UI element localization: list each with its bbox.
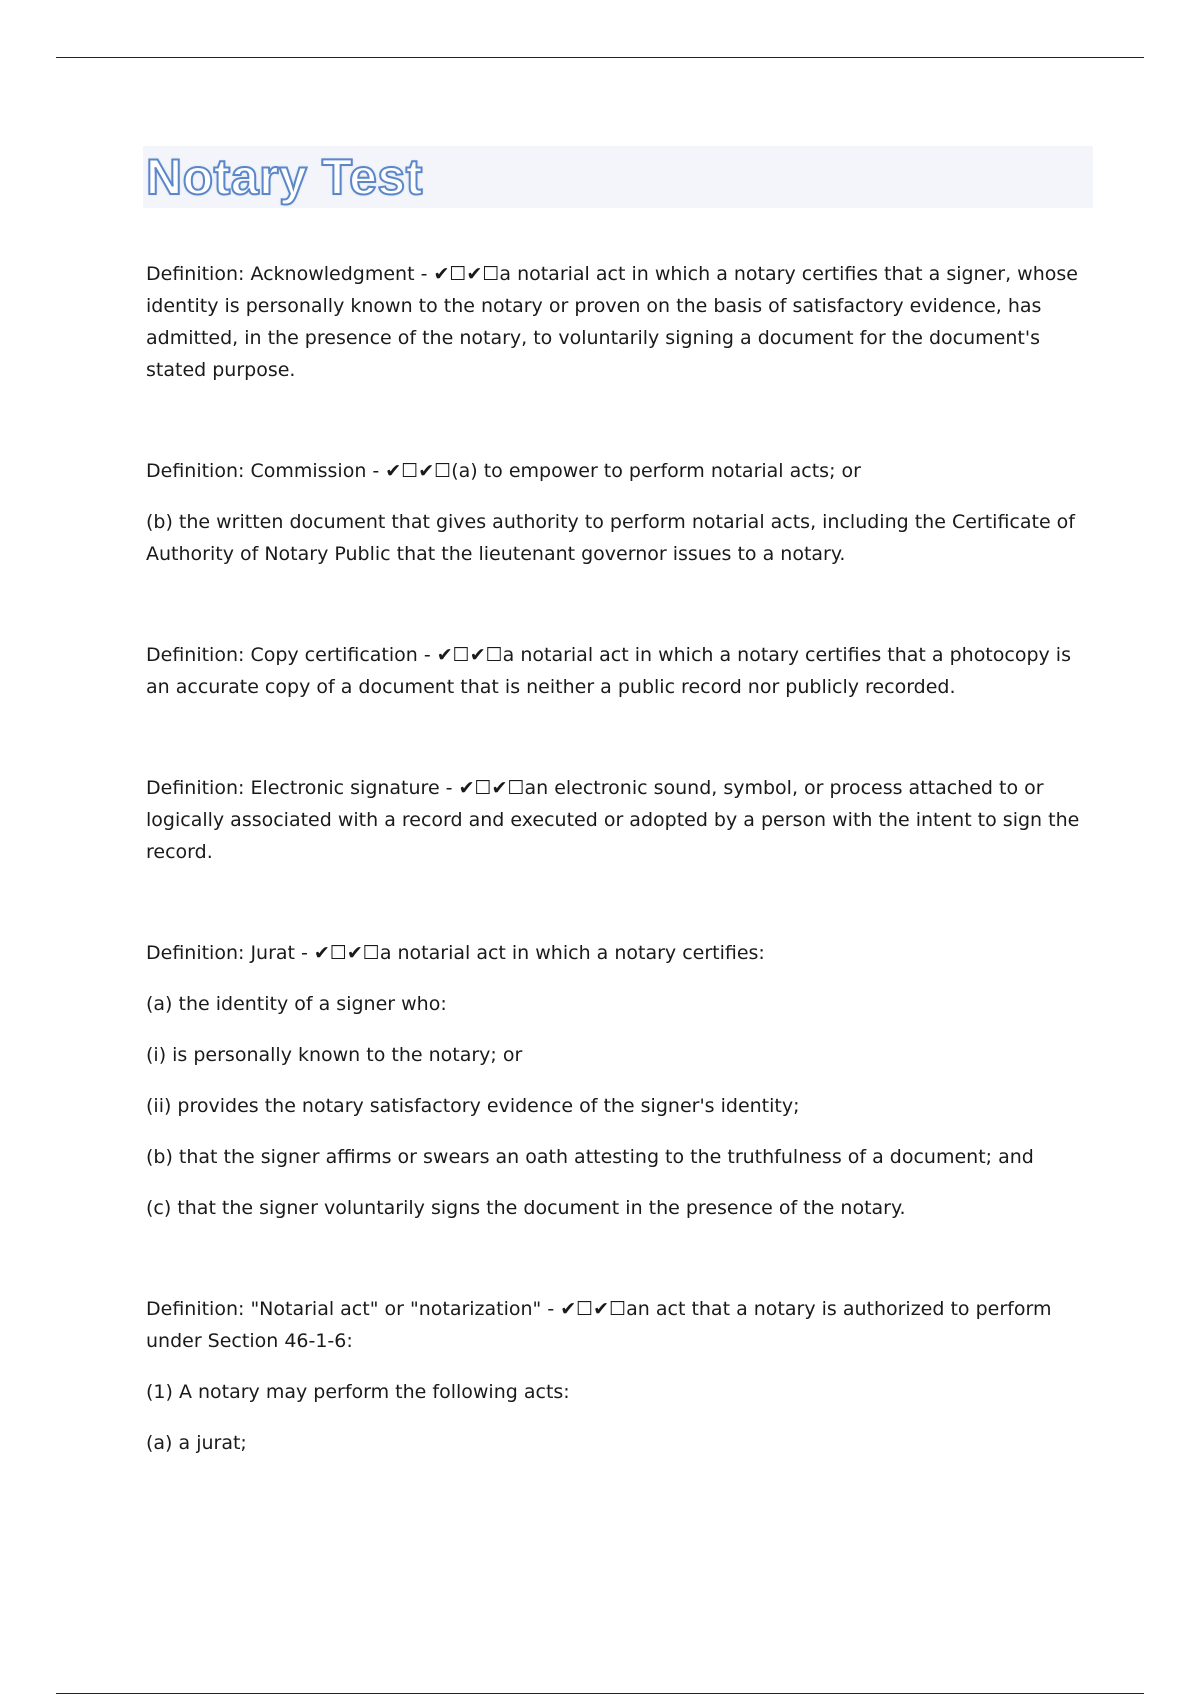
- jurat-part-a-ii: (ii) provides the notary satisfactory evidence of the signer's identity;: [146, 1095, 800, 1117]
- jurat-part-a: (a) the identity of a signer who:: [146, 993, 447, 1015]
- definition-jurat: Definition: Jurat - ✔☐✔☐a notarial act in which a notary certifies:: [146, 942, 765, 964]
- jurat-part-b: (b) that the signer affirms or swears an oath attesting to the truthfulness of a document; and: [146, 1146, 1034, 1168]
- definition-acknowledgment: Definition: Acknowledgment - ✔☐✔☐a notarial act in which a notary certifies that a signer, whose identity is personally known to the notary or proven on the basis of satisfactory evidence, has admitted, in the presence of the notary, to voluntarily signing a document for the document's stated purpose.: [146, 263, 1078, 381]
- definition-notarial-act: Definition: "Notarial act" or "notarization" - ✔☐✔☐an act that a notary is authorized to perform under Section 46-1-6:: [146, 1298, 1052, 1352]
- bottom-rule: [56, 1693, 1144, 1694]
- commission-part-b: (b) the written document that gives authority to perform notarial acts, including the Certificate of Authority of Notary Public that the lieutenant governor issues to a notary.: [146, 511, 1075, 565]
- definition-electronic-signature: Definition: Electronic signature - ✔☐✔☐an electronic sound, symbol, or process attached to or logically associated with a record and executed or adopted by a person with the intent to sign the record.: [146, 777, 1080, 863]
- notarial-act-part-1-a: (a) a jurat;: [146, 1432, 247, 1454]
- jurat-part-c: (c) that the signer voluntarily signs the document in the presence of the notary.: [146, 1197, 906, 1219]
- top-rule: [56, 57, 1144, 58]
- jurat-part-a-i: (i) is personally known to the notary; or: [146, 1044, 523, 1066]
- document-title: Notary Test: [146, 149, 423, 205]
- document-body: [146, 258, 1096, 1459]
- notarial-act-part-1: (1) A notary may perform the following acts:: [146, 1381, 570, 1403]
- definition-commission: Definition: Commission - ✔☐✔☐(a) to empower to perform notarial acts; or: [146, 460, 861, 482]
- definition-copy-certification: Definition: Copy certification - ✔☐✔☐a notarial act in which a notary certifies that a photocopy is an accurate copy of a document that is neither a public record nor publicly recorded.: [146, 644, 1071, 698]
